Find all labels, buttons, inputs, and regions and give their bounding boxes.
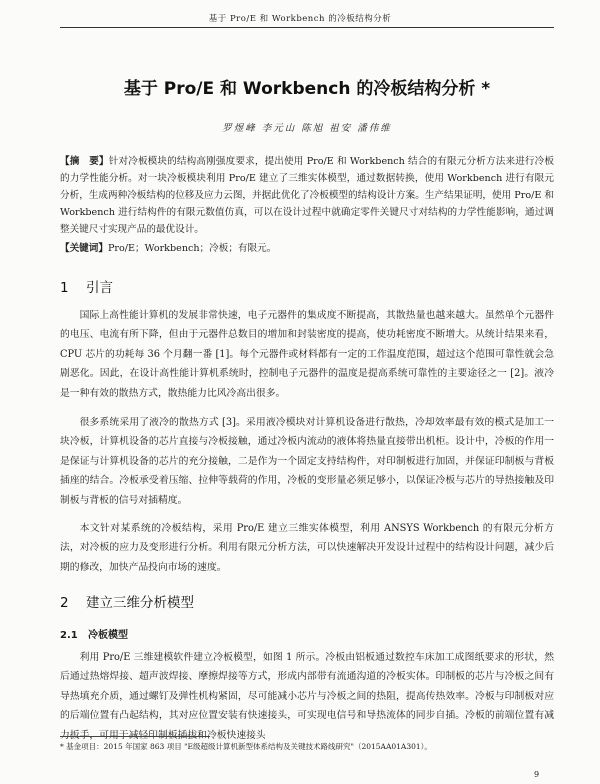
section-number: 1 <box>60 280 69 296</box>
page-number: 9 <box>534 770 540 779</box>
subsection-title: 冷板模型 <box>88 630 128 641</box>
abstract <box>60 153 554 238</box>
abstract-text: 针对冷板模块的结构高刚强度要求，提出使用 Pro/E 和 Workbench 结合的有限元分析方法来进行冷板的力学性能分析。对一块冷板模块利用 Pro/E 建立了三维实体模型，通过数据转换，使用 Workbench 进行有限元分析，生成两种冷板结构的位移及应力云图，并据此优化了冷板模型的结构设计方案。生产结果证明，使用 Pro/E 和 Workbench 进行结构件的有限元数值仿真，可以在设计过程中就确定零件关键尺寸对结构的力学性能影响，通过调整关键尺寸实现产品的最优设计。 <box>60 156 555 235</box>
footnote-rule <box>60 736 210 737</box>
section-number: 2 <box>60 595 69 611</box>
author-list: 罗煜峰 李元山 陈旭 祖安 潘伟维 <box>222 123 392 134</box>
paragraph: 本文针对某系统的冷板结构，采用 Pro/E 建立三维实体模型，利用 ANSYS Workbench 的有限元分析方法，对冷板的应力及变形进行分析。利用有限元分析方法，可以快速解决开发设计过程中的结构设计问题，减少后期的修改，加快产品投向市场的速度。 <box>60 523 554 573</box>
abstract-label: 【摘 要】 <box>60 156 109 167</box>
footnote: * 基金项目：2015 年国家 863 项目 "E级超级计算机新型体系结构及关键技术路线研究"（2015AA01A301）。 <box>60 742 432 751</box>
keywords-label: 【关键词】 <box>60 243 108 254</box>
running-header: 基于 Pro/E 和 Workbench 的冷板结构分析 <box>208 14 392 24</box>
paragraph: 国际上高性能计算机的发展非常快速，电子元器件的集成度不断提高，其散热量也越来越大。虽然单个元器件的电压、电流有所下降，但由于元器件总数目的增加和封装密度的提高，使功耗密度不断增大。从统计结果来看，CPU 芯片的功耗每 36 个月翻一番 [1]。每个元器件或材料都有一定的工作温度范围，超过这个范围可靠性就会急剧恶化。因此，在设计高性能计算机系统时，控制电子元器件的温度是提高系统可靠性的主要途径之一 [2]。液冷是一种有效的散热方式，散热能力比风冷高出很多。 <box>60 310 554 399</box>
header-rule <box>60 27 554 28</box>
paragraph: 利用 Pro/E 三维建模软件建立冷板模型，如图 1 所示。冷板由铝板通过数控车床加工成图纸要求的形状，然后通过热熔焊接、超声波焊接、摩擦焊接等方式，形成内部带有流通沟道的冷板实体。印制板的芯片与冷板之间有导热填充介质，通过螺钉及弹性机构紧固，尽可能减小芯片与冷板之间的热阻，提高传热效率。冷板与印制板对应的后端位置有凸起结构，其对应位置安装有快速接头，可实现电信号和导热流体的同步自插。冷板的前端位置有减力扳手，可用于减轻印制板插拔和冷板快速接头 <box>60 652 554 741</box>
keywords-text: Pro/E；Workbench；冷板；有限元。 <box>107 243 277 254</box>
section-heading-2 <box>60 591 194 611</box>
paragraph: 很多系统采用了液冷的散热方式 [3]。采用液冷模块对计算机设备进行散热，冷却效率最有效的模式是加工一块冷板，计算机设备的芯片直接与冷板接触，通过冷板内流动的液体将热量直接带出机柜。设计中，冷板的作用一是保证与计算机设备的芯片的充分接触，二是作为一个固定支持结构件，对印制板进行加固，并保证印制板与背板插座的结合。冷板承受着压缩、拉伸等载荷的作用，冷板的变形量必须足够小，以保证冷板与芯片的导热接触及印制板与背板的信号对插精度。 <box>60 417 554 506</box>
subsection-heading <box>60 626 128 641</box>
subsection-number: 2.1 <box>60 630 78 641</box>
keywords <box>60 240 554 254</box>
section-title: 建立三维分析模型 <box>86 595 194 611</box>
section-heading-1 <box>60 276 113 296</box>
section-title: 引言 <box>86 280 113 296</box>
paper-title: 基于 Pro/E 和 Workbench 的冷板结构分析 * <box>123 79 491 99</box>
